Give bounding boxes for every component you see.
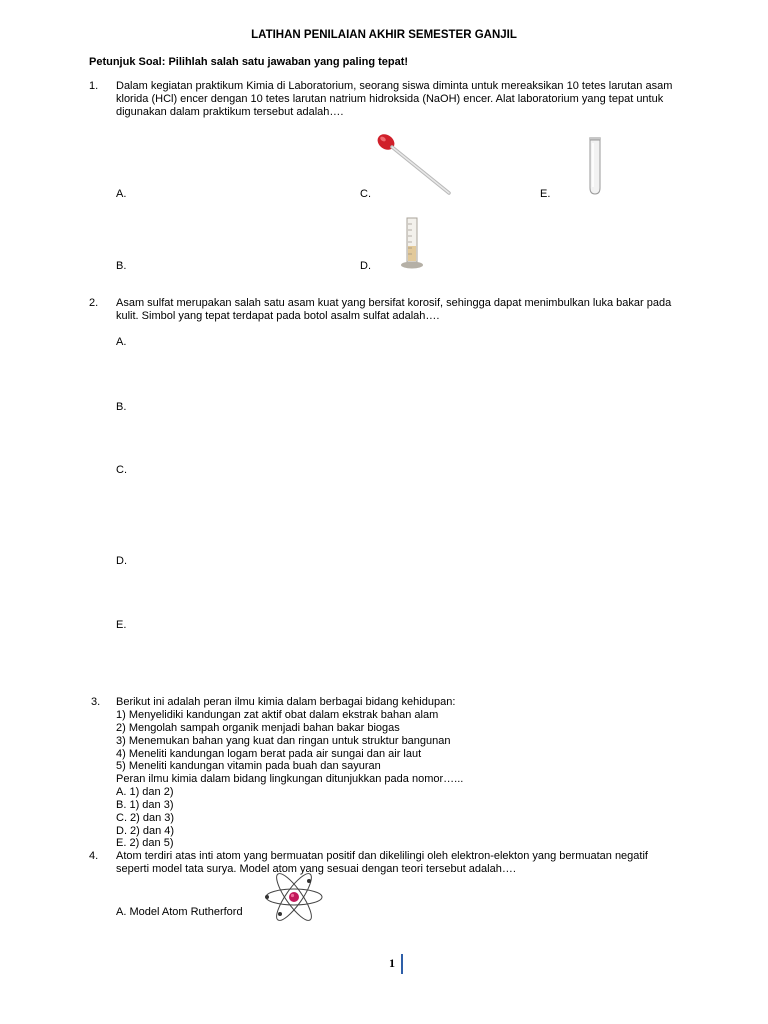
measuring-cylinder-icon [400,218,424,270]
question-3-intro: Berikut ini adalah peran ilmu kimia dalam berbagai bidang kehidupan: [116,696,456,708]
page-number-bar [401,954,403,974]
atom-model-icon [262,876,326,918]
page-number: 1 [389,956,395,970]
question-4-line-1: Atom terdiri atas inti atom yang bermuatan positif dan dikelilingi oleh elektron-elekton yang bermuatan negatif [116,850,648,862]
question-2-line-1: Asam sulfat merupakan salah satu asam kuat yang bersifat korosif, sehingga dapat menimbulkan luka bakar pada [116,297,672,309]
question-3-option-d: D. 2) dan 4) [116,825,175,837]
question-3-option-c: C. 2) dan 3) [116,812,175,824]
question-1-line-1: Dalam kegiatan praktikum Kimia di Laboratorium, seorang siswa diminta untuk mereaksikan 10 tetes larutan asam [116,80,673,92]
question-4-option-a: A. Model Atom Rutherford [116,906,243,918]
question-2-option-b: B. [116,401,127,413]
question-2-line-2: kulit. Simbol yang tepat terdapat pada botol asalm sulfat adalah…. [116,310,440,322]
question-1-number: 1. [89,80,99,92]
question-2-option-a: A. [116,336,127,348]
question-1-option-d: D. [360,260,371,272]
question-2-option-e: E. [116,619,127,631]
question-3-item-3: 3) Menemukan bahan yang kuat dan ringan untuk struktur bangunan [116,735,451,747]
dropper-pipette-icon [375,133,455,197]
question-3-option-b: B. 1) dan 3) [116,799,174,811]
question-3-item-2: 2) Mengolah sampah organik menjadi bahan bakar biogas [116,722,400,734]
question-4-line-2: seperti model tata surya. Model atom yang sesuai dengan teori tersebut adalah…. [116,863,516,875]
question-3-option-e: E. 2) dan 5) [116,837,174,849]
question-2-number: 2. [89,297,99,309]
question-3-number: 3. [91,696,101,708]
question-1-line-2: klorida (HCl) encer dengan 10 tetes larutan natrium hidroksida (NaOH) encer. Alat laboratorium yang tepat untuk [116,93,664,105]
question-1-line-3: digunakan dalam praktikum tersebut adalah…. [116,106,344,118]
page-title: LATIHAN PENILAIAN AKHIR SEMESTER GANJIL [251,29,517,41]
question-3-option-a: A. 1) dan 2) [116,786,174,798]
question-1-option-a: A. [116,188,127,200]
instruction-text: Petunjuk Soal: Pilihlah salah satu jawaban yang paling tepat! [89,56,409,68]
question-2-option-c: C. [116,464,127,476]
question-1-option-b: B. [116,260,127,272]
question-3-question: Peran ilmu kimia dalam bidang lingkungan ditunjukkan pada nomor…... [116,773,464,785]
question-4-number: 4. [89,850,99,862]
question-3-item-1: 1) Menyelidiki kandungan zat aktif obat dalam ekstrak bahan alam [116,709,439,721]
question-3-item-4: 4) Meneliti kandungan logam berat pada air sungai dan air laut [116,748,422,760]
question-1-option-c: C. [360,188,371,200]
test-tube-icon [586,137,604,195]
question-2-option-d: D. [116,555,127,567]
question-3-item-5: 5) Meneliti kandungan vitamin pada buah dan sayuran [116,760,381,772]
question-1-option-e: E. [540,188,551,200]
